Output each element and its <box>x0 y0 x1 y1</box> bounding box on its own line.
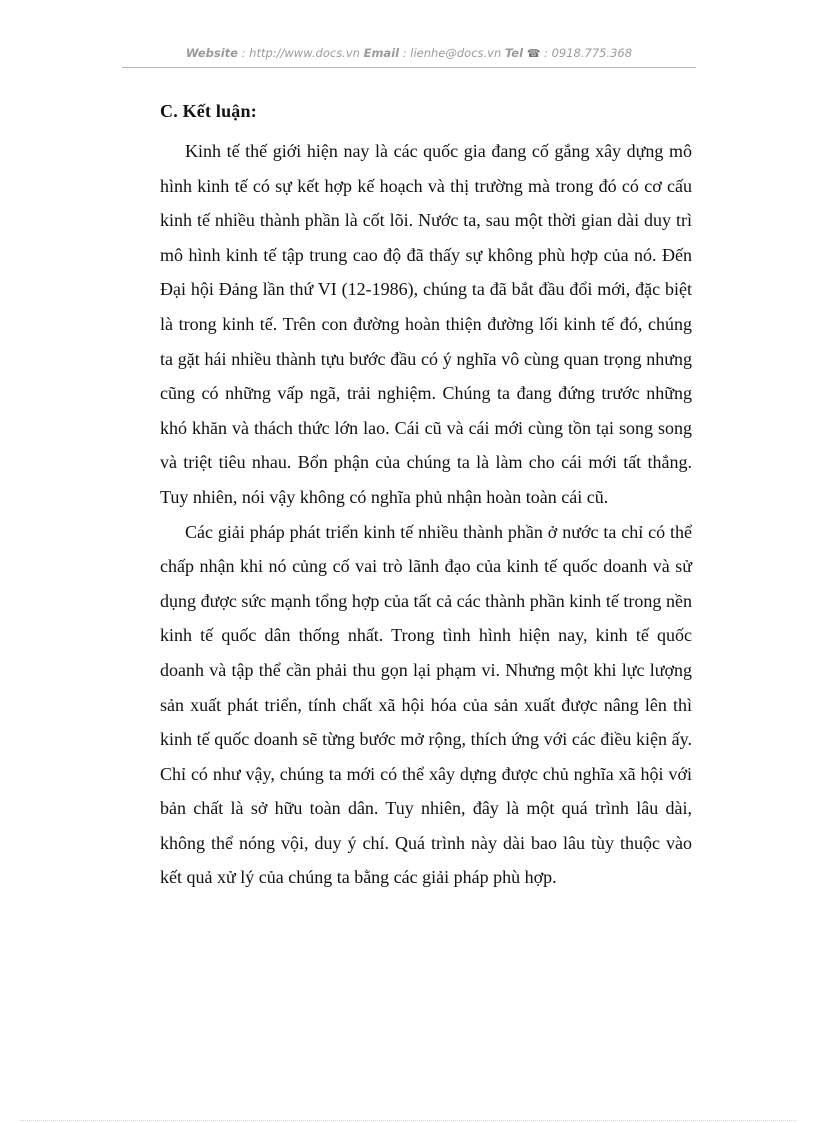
page-header <box>122 46 696 66</box>
header-divider <box>122 67 696 68</box>
tel-value: : 0918.775.368 <box>540 46 633 60</box>
section-heading: C. Kết luận: <box>160 101 257 121</box>
website-value: : http://www.docs.vn <box>237 46 364 60</box>
tel-label: Tel <box>504 46 524 60</box>
footer-divider <box>20 1120 796 1121</box>
paragraph: Kinh tế thế giới hiện nay là các quốc gia đang cố gắng xây dựng mô hình kinh tế có sự kết hợp kế hoạch và thị trường mà trong đó có cơ cấu kinh tế nhiều thành phần là cốt lõi. Nước ta, sau một thời gian dài duy trì mô hình kinh tế tập trung cao độ đã thấy sự không phù hợp của nó. Đến Đại hội Đảng lần thứ VI (12-1986), chúng ta đã bắt đầu đổi mới, đặc biệt là trong kinh tế. Trên con đường hoàn thiện đường lối kinh tế đó, chúng ta gặt hái nhiều thành tựu bước đầu có ý nghĩa vô cùng quan trọng nhưng cũng có những vấp ngã, trải nghiệm. Chúng ta đang đứng trước những khó khăn và thách thức lớn lao. Cái cũ và cái mới cùng tồn tại song song và triệt tiêu nhau. Bổn phận của chúng ta là làm cho cái mới tất thắng. Tuy nhiên, nói vậy không có nghĩa phủ nhận hoàn toàn cái cũ. <box>160 141 692 507</box>
email-label: Email <box>363 46 400 60</box>
phone-icon: ☎ <box>526 47 541 60</box>
email-value: : lienhe@docs.vn <box>399 46 505 60</box>
paragraph: Các giải pháp phát triển kinh tế nhiều thành phần ở nước ta chỉ có thể chấp nhận khi nó củng cố vai trò lãnh đạo của kinh tế quốc doanh và sử dụng được sức mạnh tổng hợp của tất cả các thành phần kinh tế trong nền kinh tế quốc dân thống nhất. Trong tình hình hiện nay, kinh tế quốc doanh và tập thể cần phải thu gọn lại phạm vi. Nhưng một khi lực lượng sản xuất phát triển, tính chất xã hội hóa của sản xuất được nâng lên thì kinh tế quốc doanh sẽ từng bước mở rộng, thích ứng với các điều kiện ấy. Chỉ có như vậy, chúng ta mới có thể xây dựng được chủ nghĩa xã hội với bản chất là sở hữu toàn dân. Tuy nhiên, đây là một quá trình lâu dài, không thể nóng vội, duy ý chí. Quá trình này dài bao lâu tùy thuộc vào kết quả xử lý của chúng ta bằng các giải pháp phù hợp. <box>160 521 692 888</box>
website-label: Website <box>185 46 238 60</box>
document-body <box>160 134 692 895</box>
